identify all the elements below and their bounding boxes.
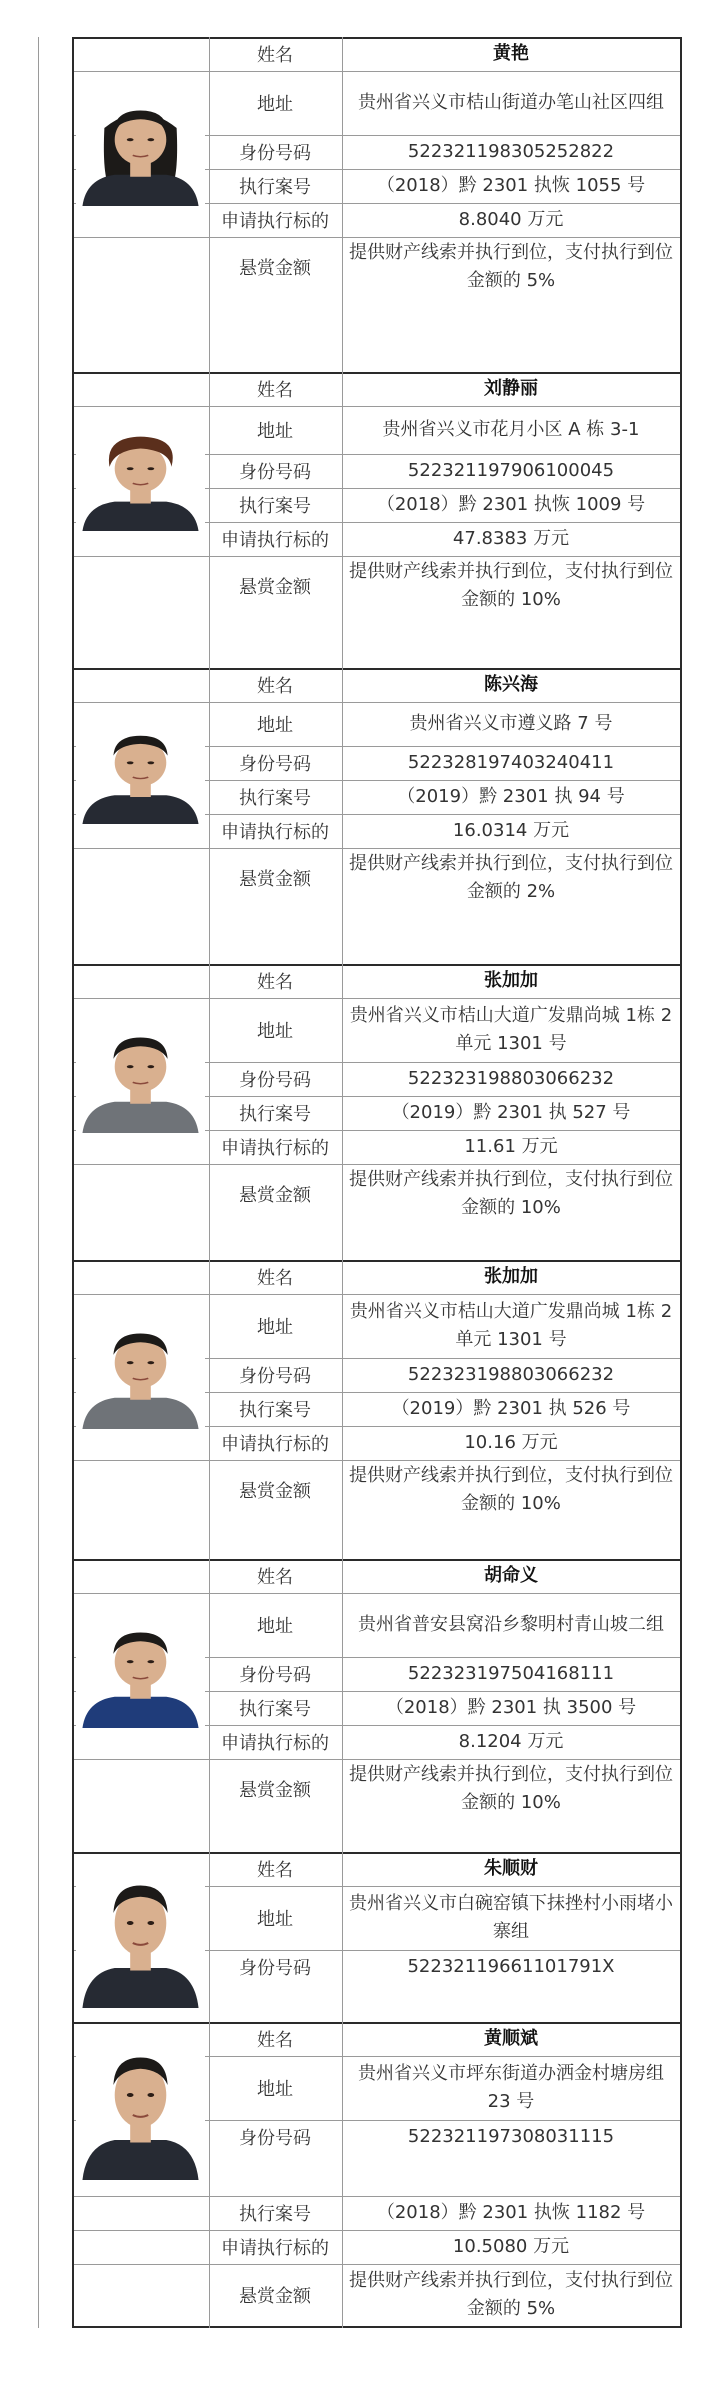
field-label-name: 姓名	[257, 676, 293, 697]
field-value-case: （2018）黔 2301 执恢 1009 号	[376, 494, 646, 516]
portrait-figure	[76, 421, 205, 531]
field-label-amount: 申请执行标的	[221, 211, 329, 232]
field-value-address: 贵州省兴义市桔山大道广发鼎尚城 1栋 2 单元 1301 号	[349, 1301, 673, 1350]
field-value-id: 522321197906100045	[407, 460, 615, 482]
field-value-id: 522323198803066232	[407, 1364, 615, 1386]
person-name: 黄顺斌	[484, 2028, 538, 2050]
portrait-figure	[76, 1858, 205, 2008]
field-label-id: 身份号码	[239, 1070, 311, 1091]
field-label-amount: 申请执行标的	[221, 1733, 329, 1754]
portrait-photo	[76, 2030, 205, 2180]
field-label-reward: 悬赏金额	[239, 258, 311, 279]
field-value-reward: 提供财产线索并执行到位，支付执行到位金额的 10%	[349, 561, 673, 610]
field-label-id: 身份号码	[239, 1366, 311, 1387]
field-label-id: 身份号码	[239, 1665, 311, 1686]
field-label-name: 姓名	[257, 380, 293, 401]
field-label-id: 身份号码	[239, 462, 311, 483]
field-label-reward: 悬赏金额	[239, 869, 311, 890]
field-label-case: 执行案号	[239, 1104, 311, 1125]
field-value-address: 贵州省兴义市白碗窑镇下抹挫村小雨堵小寨组	[349, 1893, 673, 1942]
portrait-photo	[76, 1016, 205, 1133]
field-value-case: （2018）黔 2301 执恢 1055 号	[376, 175, 646, 197]
field-label-case: 执行案号	[239, 1400, 311, 1421]
field-value-case: （2018）黔 2301 执恢 1182 号	[376, 2202, 646, 2224]
field-value-id: 522321198305252822	[407, 141, 615, 163]
portrait-figure	[76, 2030, 205, 2180]
portrait-photo	[76, 1611, 205, 1728]
portrait-figure	[76, 1312, 205, 1429]
field-value-id: 522323198803066232	[407, 1068, 615, 1090]
field-label-case: 执行案号	[239, 1699, 311, 1720]
field-value-reward: 提供财产线索并执行到位，支付执行到位金额的 10%	[349, 1764, 673, 1813]
field-label-amount: 申请执行标的	[221, 2238, 329, 2259]
left-border	[38, 37, 39, 2328]
person-name: 黄艳	[493, 43, 529, 65]
field-value-case: （2019）黔 2301 执 94 号	[397, 786, 625, 808]
field-label-address: 地址	[257, 715, 293, 736]
portrait-figure	[76, 1611, 205, 1728]
person-name: 刘静丽	[484, 378, 538, 400]
field-label-address: 地址	[257, 1317, 293, 1338]
field-value-case: （2019）黔 2301 执 527 号	[391, 1102, 631, 1124]
field-label-amount: 申请执行标的	[221, 1434, 329, 1455]
field-label-address: 地址	[257, 1021, 293, 1042]
portrait-photo	[76, 421, 205, 531]
field-label-id: 身份号码	[239, 754, 311, 775]
field-label-case: 执行案号	[239, 496, 311, 517]
field-value-reward: 提供财产线索并执行到位，支付执行到位金额的 10%	[349, 1465, 673, 1514]
field-value-reward: 提供财产线索并执行到位，支付执行到位金额的 5%	[349, 2270, 673, 2319]
field-value-case: （2019）黔 2301 执 526 号	[391, 1398, 631, 1420]
field-value-reward: 提供财产线索并执行到位，支付执行到位金额的 10%	[349, 1169, 673, 1218]
field-label-id: 身份号码	[239, 1958, 311, 1979]
field-label-reward: 悬赏金额	[239, 2286, 311, 2307]
field-label-address: 地址	[257, 1616, 293, 1637]
field-label-reward: 悬赏金额	[239, 1780, 311, 1801]
portrait-figure	[76, 89, 205, 206]
field-label-name: 姓名	[257, 45, 293, 66]
person-name: 朱顺财	[484, 1858, 538, 1880]
field-value-case: （2018）黔 2301 执 3500 号	[385, 1697, 637, 1719]
field-label-name: 姓名	[257, 2030, 293, 2051]
field-value-amount: 8.1204 万元	[458, 1731, 564, 1753]
person-name: 陈兴海	[484, 674, 538, 696]
column-divider	[209, 37, 210, 2328]
field-label-address: 地址	[257, 94, 293, 115]
field-label-name: 姓名	[257, 1860, 293, 1881]
portrait-figure	[76, 716, 205, 824]
field-label-amount: 申请执行标的	[221, 822, 329, 843]
field-label-case: 执行案号	[239, 2204, 311, 2225]
field-value-amount: 47.8383 万元	[452, 528, 570, 550]
field-label-case: 执行案号	[239, 788, 311, 809]
field-value-amount: 8.8040 万元	[458, 209, 564, 231]
field-value-address: 贵州省兴义市桔山街道办笔山社区四组	[358, 92, 664, 114]
field-value-amount: 10.5080 万元	[452, 2236, 570, 2258]
person-name: 胡命义	[484, 1565, 538, 1587]
field-label-case: 执行案号	[239, 177, 311, 198]
field-label-id: 身份号码	[239, 143, 311, 164]
person-name: 张加加	[484, 970, 538, 992]
field-value-address: 贵州省兴义市花月小区 A 栋 3-1	[382, 419, 640, 441]
field-value-id: 522328197403240411	[407, 752, 615, 774]
field-label-address: 地址	[257, 1909, 293, 1930]
field-label-reward: 悬赏金额	[239, 1185, 311, 1206]
portrait-figure	[76, 1016, 205, 1133]
field-value-amount: 11.61 万元	[464, 1136, 558, 1158]
column-divider	[680, 37, 682, 2328]
field-value-id: 52232119661101791X	[407, 1956, 615, 1978]
field-label-amount: 申请执行标的	[221, 530, 329, 551]
field-value-reward: 提供财产线索并执行到位，支付执行到位金额的 5%	[349, 242, 673, 291]
field-value-address: 贵州省兴义市桔山大道广发鼎尚城 1栋 2 单元 1301 号	[349, 1005, 673, 1054]
field-value-address: 贵州省兴义市遵义路 7 号	[409, 713, 613, 735]
field-label-name: 姓名	[257, 1268, 293, 1289]
field-value-amount: 10.16 万元	[464, 1432, 558, 1454]
field-label-address: 地址	[257, 421, 293, 442]
field-label-amount: 申请执行标的	[221, 1138, 329, 1159]
record-separator	[72, 2326, 680, 2328]
person-name: 张加加	[484, 1266, 538, 1288]
field-value-reward: 提供财产线索并执行到位，支付执行到位金额的 2%	[349, 853, 673, 902]
field-value-amount: 16.0314 万元	[452, 820, 570, 842]
field-label-name: 姓名	[257, 972, 293, 993]
field-label-address: 地址	[257, 2079, 293, 2100]
field-value-id: 522321197308031115	[407, 2126, 615, 2148]
column-divider	[342, 37, 343, 2328]
column-divider	[72, 37, 74, 2328]
field-label-name: 姓名	[257, 1567, 293, 1588]
field-value-address: 贵州省兴义市坪东街道办洒金村塘房组 23 号	[358, 2063, 664, 2112]
portrait-photo	[76, 1312, 205, 1429]
field-value-address: 贵州省普安县窝沿乡黎明村青山坡二组	[358, 1614, 664, 1636]
field-label-id: 身份号码	[239, 2128, 311, 2149]
portrait-photo	[76, 89, 205, 206]
portrait-photo	[76, 716, 205, 824]
field-value-id: 522323197504168111	[407, 1663, 615, 1685]
field-label-reward: 悬赏金额	[239, 1481, 311, 1502]
portrait-photo	[76, 1858, 205, 2008]
field-label-reward: 悬赏金额	[239, 577, 311, 598]
